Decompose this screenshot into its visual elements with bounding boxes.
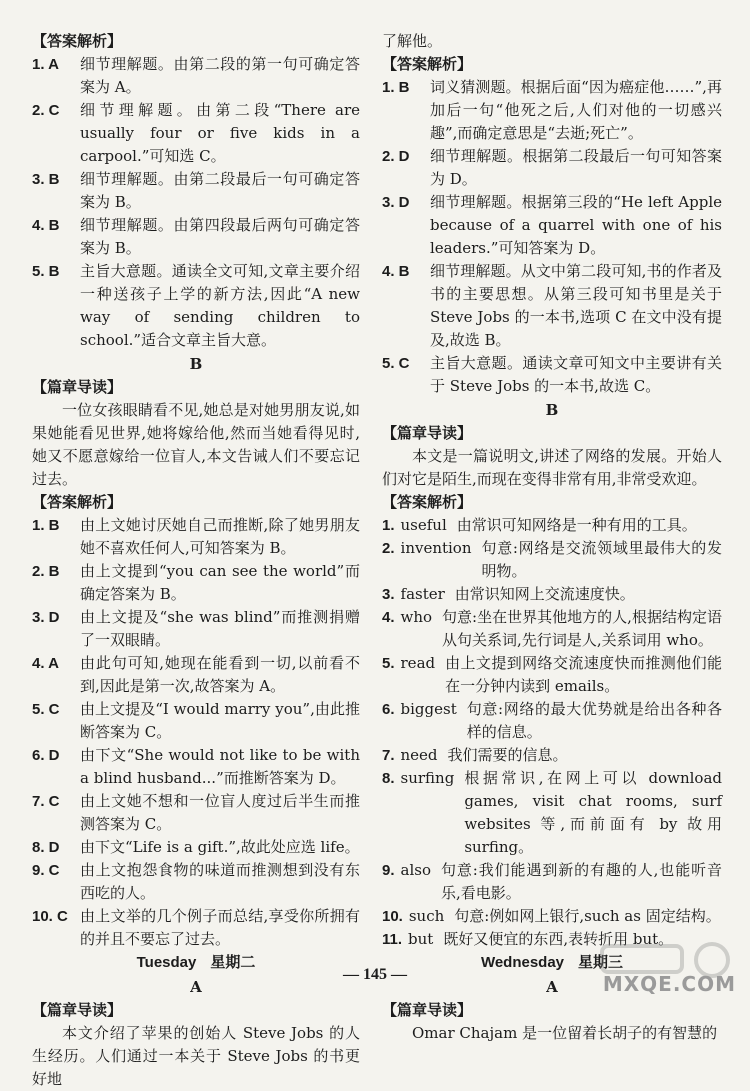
answer-item — [382, 652, 722, 698]
answer-number: 1. B — [382, 79, 410, 96]
answer-explanation: 细节理解题。由第二段“There are usually four or five kids in a carpool.”可知选 C。 — [80, 101, 360, 165]
answer-number: 2. C — [32, 102, 60, 119]
answer-item — [32, 836, 360, 859]
answer-number: 3. — [382, 586, 395, 603]
answer-word: read — [400, 654, 436, 672]
answer-word: invention — [400, 539, 472, 557]
answer-explanation: 由上文提到网络交流速度快而推测他们能在一分钟内读到 emails。 — [445, 654, 722, 695]
answer-analysis-heading: 【答案解析】 — [32, 32, 123, 50]
answer-number: 1. — [382, 517, 395, 534]
passage-guide-heading: 【篇章导读】 — [382, 424, 473, 442]
answer-explanation: 句意:网络的最大优势就是给出各种各样的信息。 — [466, 700, 722, 741]
answer-word: need — [400, 746, 438, 764]
answer-explanation: 由上文她讨厌她自己而推断,除了她男朋友她不喜欢任何人,可知答案为 B。 — [80, 516, 360, 557]
answer-explanation: 由下文“She would not like to be with a blind husband...”而推断答案为 D。 — [80, 746, 360, 787]
answer-item — [382, 514, 722, 537]
answer-explanation: 由上文提及“she was blind”而推测捐赠了一双眼睛。 — [80, 608, 360, 649]
passage-guide-heading: 【篇章导读】 — [382, 1001, 473, 1019]
day-english: Wednesday — [480, 954, 565, 971]
answer-item — [382, 859, 722, 905]
answer-explanation: 细节理解题。由第二段最后一句可确定答案为 B。 — [80, 170, 360, 211]
answer-item — [32, 652, 360, 698]
answer-number: 10. — [382, 908, 403, 925]
answer-item — [382, 191, 722, 260]
answer-item — [382, 537, 722, 583]
answer-explanation: 细节理解题。根据第三段的“He left Apple because of a quarrel with one of his leaders.”可知答案为 D。 — [430, 193, 722, 257]
answer-number: 5. C — [32, 701, 60, 718]
answer-number: 4. — [382, 609, 395, 626]
answer-explanation: 由上文提及“I would marry you”,由此推断答案为 C。 — [80, 700, 360, 741]
answer-item — [382, 606, 722, 652]
answer-explanation: 细节理解题。根据第二段最后一句可知答案为 D。 — [430, 147, 722, 188]
left-column — [32, 30, 360, 1091]
answer-item — [32, 744, 360, 790]
answer-explanation: 主旨大意题。通读文章可知文中主要讲有关于 Steve Jobs 的一本书,故选 C。 — [430, 354, 722, 395]
watermark-text: MXQE.COM — [602, 972, 736, 996]
answer-list — [32, 53, 360, 352]
answer-word: surfing — [400, 769, 455, 787]
answer-item — [32, 905, 360, 951]
answer-explanation: 词义猜测题。根据后面“因为癌症他……”,再加后一句“他死之后,人们对他的一切感兴趣”,而确定意思是“去逝;死亡”。 — [430, 78, 722, 142]
answer-item — [382, 76, 722, 145]
answer-item — [32, 560, 360, 606]
answer-list — [382, 76, 722, 398]
answer-number: 10. C — [32, 908, 68, 925]
answer-number: 3. B — [32, 171, 60, 188]
answer-item — [32, 790, 360, 836]
answer-number: 5. C — [382, 355, 410, 372]
page-number: — 145 — — [343, 966, 407, 983]
answer-explanation: 既好又便宜的东西,表转折用 but。 — [443, 930, 674, 948]
answer-analysis-heading: 【答案解析】 — [382, 493, 473, 511]
answer-explanation: 细节理解题。由第二段的第一句可确定答案为 A。 — [80, 55, 360, 96]
answer-word: such — [408, 907, 445, 925]
passage-guide-text: 本文介绍了苹果的创始人 Steve Jobs 的人生经历。人们通过一本关于 Steve Jobs 的书更好地 — [32, 1024, 360, 1088]
section-b-label: B — [545, 401, 559, 419]
day-chinese: 星期二 — [210, 954, 256, 971]
section-b-label: B — [189, 355, 203, 373]
answer-explanation: 我们需要的信息。 — [447, 746, 568, 764]
answer-item — [32, 514, 360, 560]
day-english: Tuesday — [136, 954, 197, 971]
answer-explanation: 由上文她不想和一位盲人度过后半生而推测答案为 C。 — [80, 792, 360, 833]
passage-guide-text: 本文是一篇说明文,讲述了网络的发展。开始人们对它是陌生,而现在变得非常有用,非常受欢迎。 — [382, 447, 722, 488]
answer-number: 6. D — [32, 747, 60, 764]
answer-item — [382, 767, 722, 859]
right-column — [382, 30, 722, 1045]
answer-number: 4. B — [382, 263, 410, 280]
answer-number: 9. — [382, 862, 395, 879]
answer-item — [382, 145, 722, 191]
answer-item — [32, 214, 360, 260]
day-chinese: 星期三 — [578, 954, 624, 971]
answer-number: 4. B — [32, 217, 60, 234]
answer-item — [32, 698, 360, 744]
answer-item — [382, 583, 722, 606]
answer-explanation: 细节理解题。从文中第二段可知,书的作者及书的主要思想。从第三段可知书里是关于 Steve Jobs 的一本书,选项 C 在文中没有提及,故选 B。 — [430, 262, 722, 349]
answer-number: 5. B — [32, 263, 60, 280]
continued-text: 了解他。 — [382, 32, 443, 50]
answer-explanation: 句意:例如网上银行,such as 固定结构。 — [454, 907, 721, 925]
answer-item — [32, 260, 360, 352]
answer-item — [382, 905, 722, 928]
answer-word: biggest — [400, 700, 457, 718]
answer-explanation: 主旨大意题。通读全文可知,文章主要介绍一种送孩子上学的新方法,因此“A new way of sending children to school.”适合文章主旨大意。 — [80, 262, 360, 349]
answer-item — [382, 260, 722, 352]
answer-number: 1. B — [32, 517, 60, 534]
answer-number: 4. A — [32, 655, 59, 672]
answer-number: 3. D — [32, 609, 60, 626]
answer-number: 6. — [382, 701, 395, 718]
answer-explanation: 由常识可知网络是一种有用的工具。 — [456, 516, 697, 534]
answer-analysis-heading: 【答案解析】 — [382, 55, 473, 73]
passage-guide-text: 一位女孩眼睛看不见,她总是对她男朋友说,如果她能看见世界,她将嫁给他,然而当她看得见时,她又不愿意嫁给一位盲人,本文告诫人们不要忘记过去。 — [32, 401, 360, 488]
answer-explanation: 由此句可知,她现在能看到一切,以前看不到,因此是第一次,故答案为 A。 — [80, 654, 360, 695]
answer-explanation: 由上文举的几个例子而总结,享受你所拥有的并且不要忘了过去。 — [80, 907, 360, 948]
answer-number: 2. — [382, 540, 395, 557]
answer-explanation: 根据常识,在网上可以 download games, visit chat rooms, surf websites 等,而前面有 by 故用 surfing。 — [464, 769, 722, 856]
answer-item — [32, 53, 360, 99]
answer-list — [382, 514, 722, 951]
answer-number: 9. C — [32, 862, 60, 879]
answer-number: 2. B — [32, 563, 60, 580]
answer-item — [32, 99, 360, 168]
passage-guide-heading: 【篇章导读】 — [32, 1001, 123, 1019]
answer-list — [32, 514, 360, 951]
answer-word: who — [400, 608, 433, 626]
answer-analysis-heading: 【答案解析】 — [32, 493, 123, 511]
section-a-label: A — [190, 978, 202, 996]
answer-explanation: 由常识知网上交流速度快。 — [454, 585, 635, 603]
answer-number: 2. D — [382, 148, 410, 165]
answer-word: faster — [400, 585, 445, 603]
answer-explanation: 细节理解题。由第四段最后两句可确定答案为 B。 — [80, 216, 360, 257]
answer-explanation: 句意:网络是交流领域里最伟大的发明物。 — [481, 539, 722, 580]
answer-number: 5. — [382, 655, 395, 672]
answer-number: 7. — [382, 747, 395, 764]
answer-number: 8. — [382, 770, 395, 787]
answer-number: 1. A — [32, 56, 59, 73]
answer-item — [32, 168, 360, 214]
answer-explanation: 由下文“Life is a gift.”,故此处应选 life。 — [80, 838, 360, 856]
answer-word: also — [400, 861, 431, 879]
answer-explanation: 句意:我们能遇到新的有趣的人,也能听音乐,看电影。 — [440, 861, 722, 902]
answer-word: useful — [400, 516, 447, 534]
section-a-label: A — [546, 978, 558, 996]
answer-item — [32, 606, 360, 652]
answer-item — [382, 352, 722, 398]
passage-guide-text: Omar Chajam 是一位留着长胡子的有智慧的 — [412, 1024, 718, 1042]
answer-explanation: 句意:坐在世界其他地方的人,根据结构定语从句关系词,先行词是人,关系词用 who。 — [442, 608, 722, 649]
answer-number: 11. — [382, 931, 403, 948]
answer-item — [382, 698, 722, 744]
answer-explanation: 由上文抱怨食物的味道而推测想到没有东西吃的人。 — [80, 861, 360, 902]
answer-number: 3. D — [382, 194, 410, 211]
answer-word: but — [408, 930, 434, 948]
answer-explanation: 由上文提到“you can see the world”而确定答案为 B。 — [80, 562, 360, 603]
answer-number: 7. C — [32, 793, 60, 810]
answer-item — [32, 859, 360, 905]
passage-guide-heading: 【篇章导读】 — [32, 378, 123, 396]
answer-number: 8. D — [32, 839, 60, 856]
answer-item — [382, 744, 722, 767]
